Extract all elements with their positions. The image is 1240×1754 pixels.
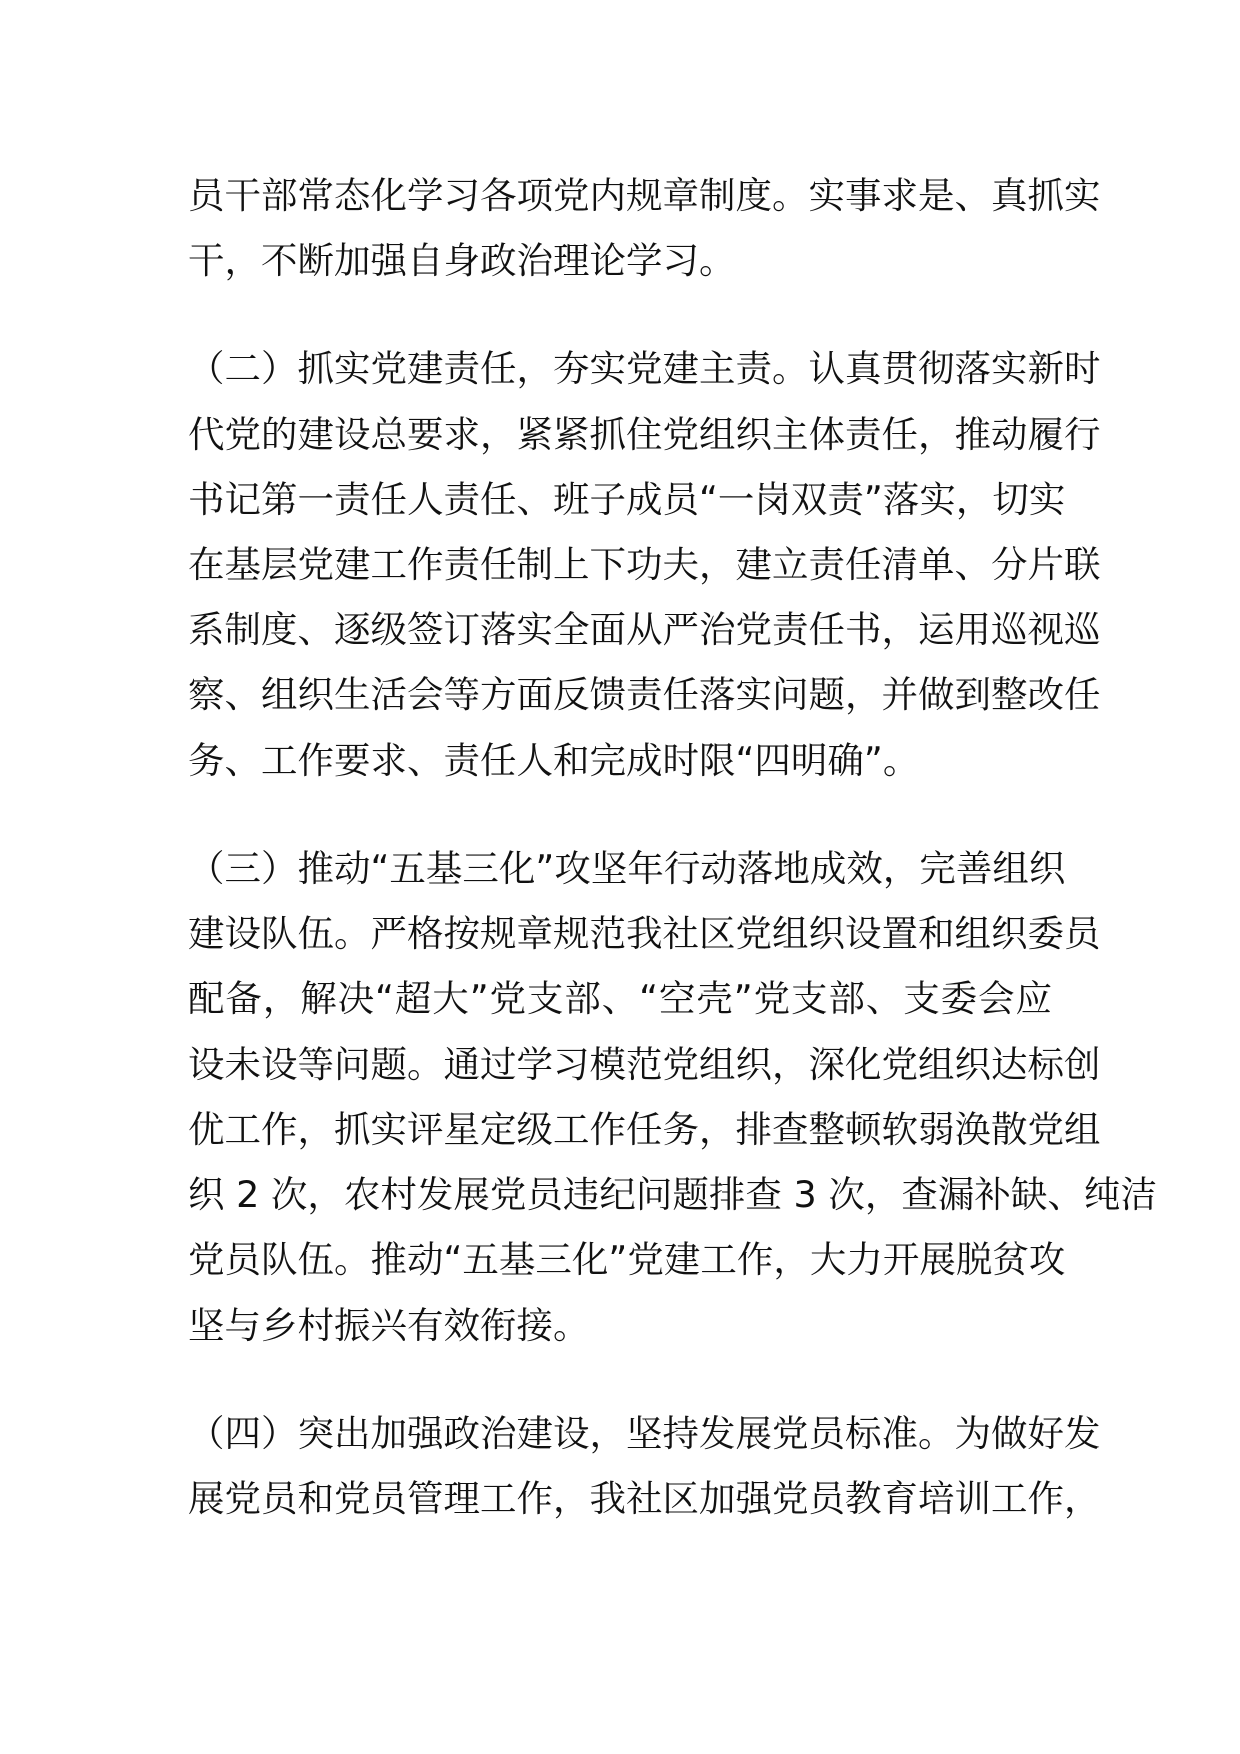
paragraph-line: 员干部常态化学习各项党内规章制度。实事求是、真抓实 bbox=[188, 174, 1101, 217]
paragraph-line: 察、组织生活会等方面反馈责任落实问题，并做到整改任 bbox=[188, 673, 1101, 716]
paragraph-line: 在基层党建工作责任制上下功夫，建立责任清单、分片联 bbox=[188, 543, 1101, 586]
paragraph-line: 配备，解决“超大”党支部、“空壳”党支部、支委会应 bbox=[188, 977, 1052, 1020]
paragraph-line: 系制度、逐级签订落实全面从严治党责任书，运用巡视巡 bbox=[188, 608, 1101, 651]
paragraph-line: 务、工作要求、责任人和完成时限“四明确”。 bbox=[188, 739, 920, 782]
paragraph-line: 党员队伍。推动“五基三化”党建工作，大力开展脱贫攻 bbox=[188, 1238, 1066, 1281]
paragraph-line: （三）推动“五基三化”攻坚年行动落地成效，完善组织 bbox=[188, 847, 1066, 890]
paragraph-line: 坚与乡村振兴有效衔接。 bbox=[188, 1304, 590, 1347]
paragraph-line: 干，不断加强自身政治理论学习。 bbox=[188, 239, 736, 282]
paragraph-line: 优工作，抓实评星定级工作任务，排查整顿软弱涣散党组 bbox=[188, 1108, 1101, 1151]
paragraph-line: 设未设等问题。通过学习模范党组织，深化党组织达标创 bbox=[188, 1043, 1101, 1086]
paragraph-line: 展党员和党员管理工作，我社区加强党员教育培训工作， bbox=[188, 1477, 1101, 1520]
paragraph-line: 代党的建设总要求，紧紧抓住党组织主体责任，推动履行 bbox=[188, 413, 1101, 456]
paragraph-line: 建设队伍。严格按规章规范我社区党组织设置和组织委员 bbox=[188, 912, 1101, 955]
paragraph-line: 书记第一责任人责任、班子成员“一岗双责”落实，切实 bbox=[188, 478, 1066, 521]
paragraph-line: 织 2 次，农村发展党员违纪问题排查 3 次，查漏补缺、纯洁 bbox=[188, 1173, 1157, 1216]
paragraph-line: （四）突出加强政治建设，坚持发展党员标准。为做好发 bbox=[188, 1412, 1101, 1455]
paragraph-line: （二）抓实党建责任，夯实党建主责。认真贯彻落实新时 bbox=[188, 347, 1101, 390]
